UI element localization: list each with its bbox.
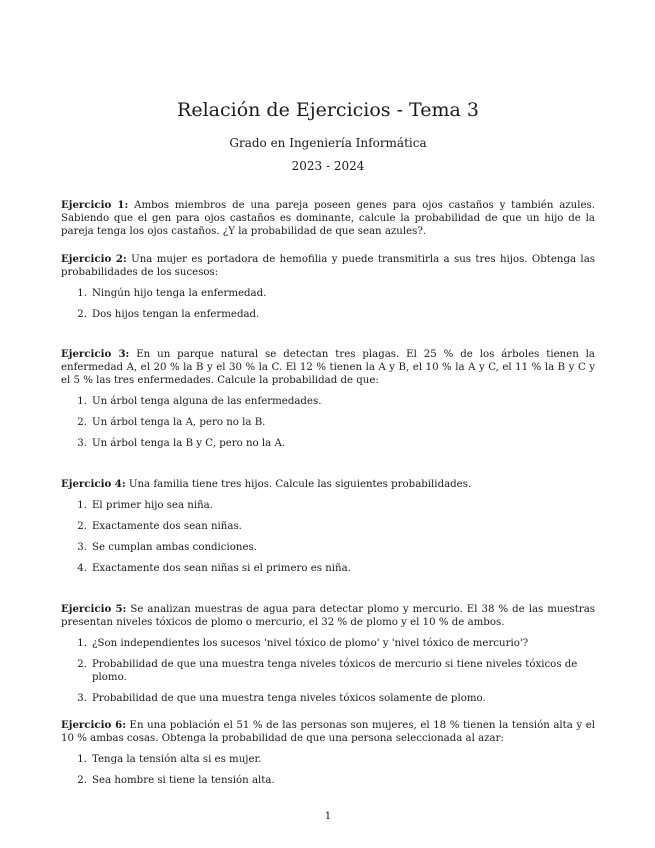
exercise-1 — [61, 199, 595, 238]
item-number: 2. — [77, 775, 87, 786]
item-text: Se cumplan ambas condiciones. — [92, 542, 257, 553]
exercise-5 — [61, 603, 595, 713]
item-text: Tenga la tensión alta si es mujer. — [92, 754, 262, 765]
list-item — [73, 658, 595, 684]
item-text: Exactamente dos sean niñas. — [92, 521, 242, 532]
exercise-statement — [61, 719, 595, 745]
item-number: 4. — [77, 563, 87, 574]
exercise-statement — [61, 478, 595, 491]
document-subtitle: Grado en Ingeniería Informática — [229, 136, 427, 150]
list-item — [73, 520, 595, 533]
item-number: 1. — [77, 638, 87, 649]
item-text: Sea hombre si tiene la tensión alta. — [92, 775, 275, 786]
exercise-text: Una familia tiene tres hijos. Calcule las siguientes probabilidades. — [128, 479, 472, 490]
list-item — [73, 541, 595, 554]
page-number: 1 — [324, 811, 332, 822]
list-item — [73, 774, 595, 787]
list-item — [73, 437, 595, 450]
exercise-2 — [61, 253, 595, 329]
item-number: 2. — [77, 659, 87, 670]
exercise-text: Ambos miembros de una pareja poseen genes para ojos castaños y también azules. Sabiendo que el gen para ojos castaños es dominante, calcule la probabilidad de que un hijo de la pareja tenga los ojos castaños. ¿Y la probabilidad de que sean azules?. — [61, 200, 595, 237]
item-number: 1. — [77, 396, 87, 407]
document-title: Relación de Ejercicios - Tema 3 — [177, 99, 479, 121]
list-item — [73, 395, 595, 408]
list-item — [73, 499, 595, 512]
item-text: Exactamente dos sean niñas si el primero es niña. — [92, 563, 351, 574]
item-text: El primer hijo sea niña. — [92, 500, 213, 511]
exercise-label: Ejercicio 5: — [61, 603, 127, 615]
exercise-statement — [61, 603, 595, 629]
exercise-list — [61, 637, 595, 705]
list-item — [73, 562, 595, 575]
exercise-6 — [61, 719, 595, 795]
exercise-3 — [61, 348, 595, 458]
exercise-label: Ejercicio 2: — [61, 253, 127, 265]
list-item — [73, 287, 595, 300]
item-number: 1. — [77, 754, 87, 765]
exercise-4 — [61, 478, 595, 583]
item-number: 1. — [77, 288, 87, 299]
exercise-list — [61, 395, 595, 450]
exercise-statement — [61, 348, 595, 387]
item-number: 1. — [77, 500, 87, 511]
item-text: Dos hijos tengan la enfermedad. — [92, 309, 260, 320]
item-number: 3. — [77, 693, 87, 704]
exercise-label: Ejercicio 6: — [61, 719, 126, 731]
exercise-text: Una mujer es portadora de hemofilia y puede transmitirla a sus tres hijos. Obtenga las probabilidades de los sucesos: — [61, 254, 595, 278]
item-text: Ningún hijo tenga la enfermedad. — [92, 288, 267, 299]
item-text: Un árbol tenga alguna de las enfermedades. — [92, 396, 322, 407]
exercise-statement — [61, 253, 595, 279]
exercise-text: En un parque natural se detectan tres plagas. El 25 % de los árboles tienen la enfermedad A, el 20 % la B y el 30 % la C. El 12 % tienen la A y B, el 10 % la A y C, el 11 % la B y C y el 5 % las tres enfermedades. Calcule la probabilidad de que: — [61, 349, 596, 386]
exercise-label: Ejercicio 4: — [61, 478, 126, 490]
exercise-list — [61, 753, 595, 787]
exercise-statement — [61, 199, 595, 238]
document-date: 2023 - 2024 — [291, 159, 365, 173]
item-text: Probabilidad de que una muestra tenga niveles tóxicos de mercurio si tiene niveles tóxicos de plomo. — [92, 659, 578, 683]
list-item — [73, 692, 595, 705]
exercise-list — [61, 499, 595, 575]
exercise-label: Ejercicio 3: — [61, 348, 130, 360]
item-number: 3. — [77, 438, 87, 449]
exercise-label: Ejercicio 1: — [61, 199, 129, 211]
item-text: Probabilidad de que una muestra tenga niveles tóxicos solamente de plomo. — [92, 693, 486, 704]
item-text: Un árbol tenga la A, pero no la B. — [92, 417, 266, 428]
list-item — [73, 308, 595, 321]
item-number: 2. — [77, 521, 87, 532]
exercise-list — [61, 287, 595, 321]
list-item — [73, 753, 595, 766]
exercise-text: En una población el 51 % de las personas son mujeres, el 18 % tienen la tensión alta y el 10 % ambas cosas. Obtenga la probabilidad de que una persona seleccionada al azar: — [61, 720, 595, 744]
list-item — [73, 416, 595, 429]
item-text: ¿Son independientes los sucesos 'nivel tóxico de plomo' y 'nivel tóxico de mercurio'? — [92, 638, 529, 649]
item-number: 3. — [77, 542, 87, 553]
item-number: 2. — [77, 309, 87, 320]
item-number: 2. — [77, 417, 87, 428]
list-item — [73, 637, 595, 650]
exercise-text: Se analizan muestras de agua para detectar plomo y mercurio. El 38 % de las muestras presentan niveles tóxicos de plomo o mercurio, el 32 % de plomo y el 10 % de ambos. — [61, 604, 595, 628]
item-text: Un árbol tenga la B y C, pero no la A. — [92, 438, 286, 449]
